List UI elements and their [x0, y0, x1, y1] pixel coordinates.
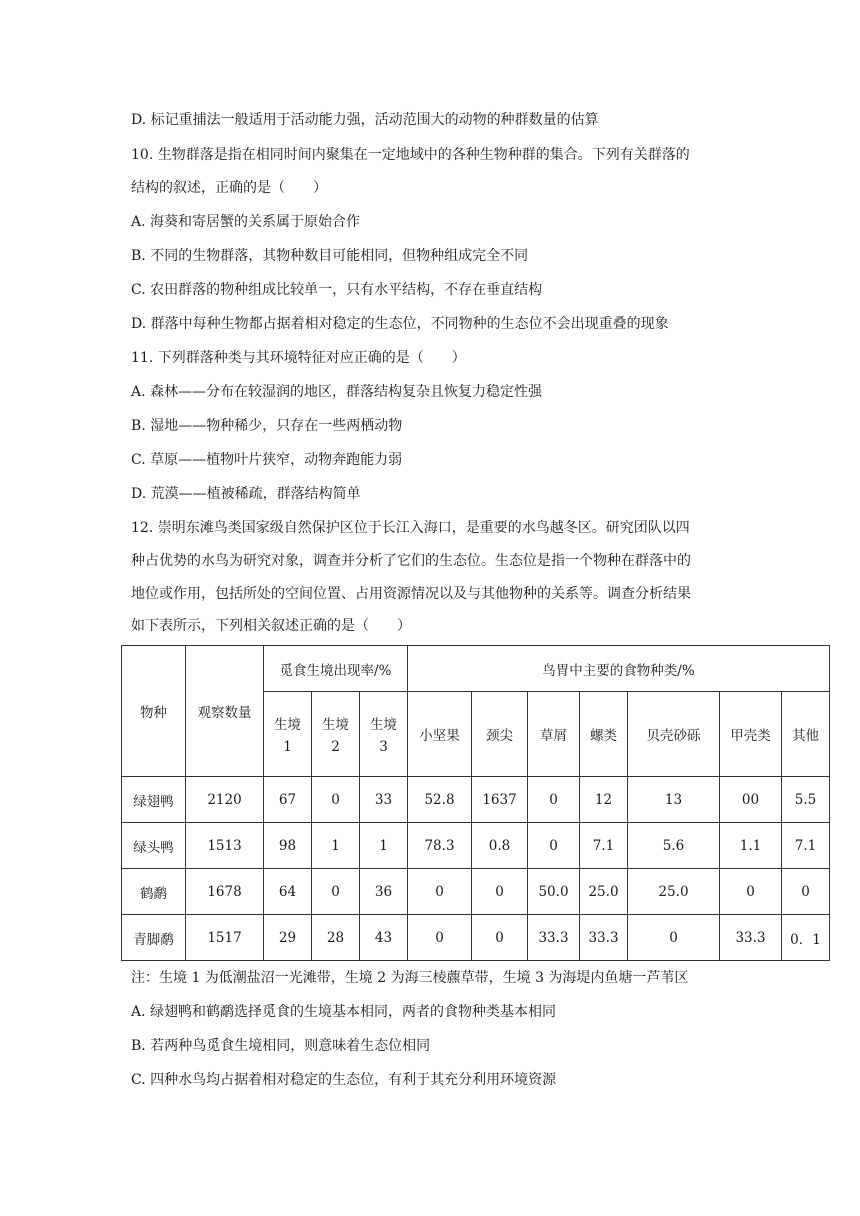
- header-food-shell-gravel: 贝壳砂砾: [628, 692, 720, 777]
- cell: 0: [472, 869, 528, 915]
- header-habitat-1: 生境 1: [264, 692, 312, 777]
- question-10-stem-cont: 结构的叙述，正确的是（ ）: [131, 180, 327, 196]
- cell: 1678: [186, 869, 264, 915]
- cell: 0: [628, 915, 720, 961]
- cell: 33.3: [580, 915, 628, 961]
- cell: 1517: [186, 915, 264, 961]
- cell: 1637: [472, 777, 528, 823]
- option-b-q10: B. 不同的生物群落，其物种数目可能相同，但物种组成完全不同: [131, 248, 529, 264]
- cell: 0: [782, 869, 830, 915]
- cell: 25.0: [628, 869, 720, 915]
- cell: 43: [360, 915, 408, 961]
- cell: 33.3: [528, 915, 580, 961]
- cell: 33: [360, 777, 408, 823]
- cell: 78.3: [408, 823, 472, 869]
- header-food-nuts: 小坚果: [408, 692, 472, 777]
- question-12-stem-cont: 如下表所示，下列相关叙述正确的是（ ）: [131, 618, 411, 634]
- header-food-snails: 螺类: [580, 692, 628, 777]
- cell: 5.6: [628, 823, 720, 869]
- header-food-tips: 颈尖: [472, 692, 528, 777]
- cell: 13: [628, 777, 720, 823]
- option-b-q12: B. 若两种鸟觅食生境相同，则意味着生态位相同: [131, 1038, 431, 1054]
- cell: 0．1: [782, 915, 830, 961]
- cell: 00: [720, 777, 782, 823]
- option-a-q11: A. 森林——分布在较湿润的地区，群落结构复杂且恢复力稳定性强: [131, 384, 543, 400]
- header-habitat-2: 生境 2: [312, 692, 360, 777]
- question-12-stem-cont: 种占优势的水鸟为研究对象，调查并分析了它们的生态位。生态位是指一个物种在群落中的: [131, 553, 691, 569]
- cell: 64: [264, 869, 312, 915]
- cell: 7.1: [580, 823, 628, 869]
- cell: 12: [580, 777, 628, 823]
- option-b-q11: B. 湿地——物种稀少，只存在一些两栖动物: [131, 418, 403, 434]
- cell: 5.5: [782, 777, 830, 823]
- header-food-crustaceans: 甲壳类: [720, 692, 782, 777]
- option-c-q10: C. 农田群落的物种组成比较单一，只有水平结构，不存在垂直结构: [131, 282, 543, 298]
- cell: 0: [528, 823, 580, 869]
- option-c-q12: C. 四种水鸟均占据着相对稳定的生态位，有利于其充分利用环境资源: [131, 1072, 557, 1088]
- cell-species: 青脚鹬: [122, 915, 186, 961]
- cell: 0: [408, 869, 472, 915]
- header-food-other: 其他: [782, 692, 830, 777]
- cell: 25.0: [580, 869, 628, 915]
- cell: 1513: [186, 823, 264, 869]
- cell: 0: [312, 869, 360, 915]
- cell: 0: [528, 777, 580, 823]
- cell: 0: [472, 915, 528, 961]
- cell-species: 鹤鹬: [122, 869, 186, 915]
- header-habitat-3: 生境 3: [360, 692, 408, 777]
- question-12-stem: 12. 崇明东滩鸟类国家级自然保护区位于长江入海口，是重要的水鸟越冬区。研究团队以四: [131, 520, 690, 536]
- cell: 2120: [186, 777, 264, 823]
- option-d-q11: D. 荒漠——植被稀疏，群落结构简单: [131, 486, 361, 502]
- header-food: 鸟胃中主要的食物种类/%: [408, 646, 830, 692]
- cell: 0: [720, 869, 782, 915]
- cell: 1: [312, 823, 360, 869]
- cell-species: 绿翅鸭: [122, 777, 186, 823]
- header-count: 观察数量: [186, 646, 264, 777]
- cell: 0: [408, 915, 472, 961]
- cell-species: 绿头鸭: [122, 823, 186, 869]
- option-d-q9: D. 标记重捕法一般适用于活动能力强，活动范围大的动物的种群数量的估算: [131, 112, 599, 128]
- cell: 52.8: [408, 777, 472, 823]
- cell: 33.3: [720, 915, 782, 961]
- cell: 67: [264, 777, 312, 823]
- question-10-stem: 10. 生物群落是指在相同时间内聚集在一定地域中的各种生物种群的集合。下列有关群落的: [131, 147, 690, 163]
- table-note: 注：生境 1 为低潮盐沼一光滩带，生境 2 为海三棱藨草带，生境 3 为海堤内鱼塘一芦苇区: [131, 970, 689, 986]
- cell: 50.0: [528, 869, 580, 915]
- table-row: [122, 915, 830, 961]
- table-row: [122, 823, 830, 869]
- table-row: [122, 777, 830, 823]
- option-a-q10: A. 海葵和寄居蟹的关系属于原始合作: [131, 214, 361, 230]
- header-habitat: 觅食生境出现率/%: [264, 646, 408, 692]
- option-d-q10: D. 群落中每种生物都占据着相对稳定的生态位，不同物种的生态位不会出现重叠的现象: [131, 316, 669, 332]
- option-c-q11: C. 草原——植物叶片狭窄，动物奔跑能力弱: [131, 452, 403, 468]
- cell: 29: [264, 915, 312, 961]
- cell: 7.1: [782, 823, 830, 869]
- question-12-stem-cont: 地位或作用，包括所处的空间位置、占用资源情况以及与其他物种的关系等。调查分析结果: [131, 586, 691, 602]
- table-row: [122, 869, 830, 915]
- cell: 0: [312, 777, 360, 823]
- cell: 1.1: [720, 823, 782, 869]
- cell: 28: [312, 915, 360, 961]
- cell: 1: [360, 823, 408, 869]
- cell: 36: [360, 869, 408, 915]
- option-a-q12: A. 绿翅鸭和鹤鹬选择觅食的生境基本相同，两者的食物种类基本相同: [131, 1004, 557, 1020]
- header-species: 物种: [122, 646, 186, 777]
- cell: 0.8: [472, 823, 528, 869]
- question-11-stem: 11. 下列群落种类与其环境特征对应正确的是（ ）: [131, 350, 466, 366]
- cell: 98: [264, 823, 312, 869]
- survey-table: [121, 645, 830, 961]
- header-food-grass: 草屑: [528, 692, 580, 777]
